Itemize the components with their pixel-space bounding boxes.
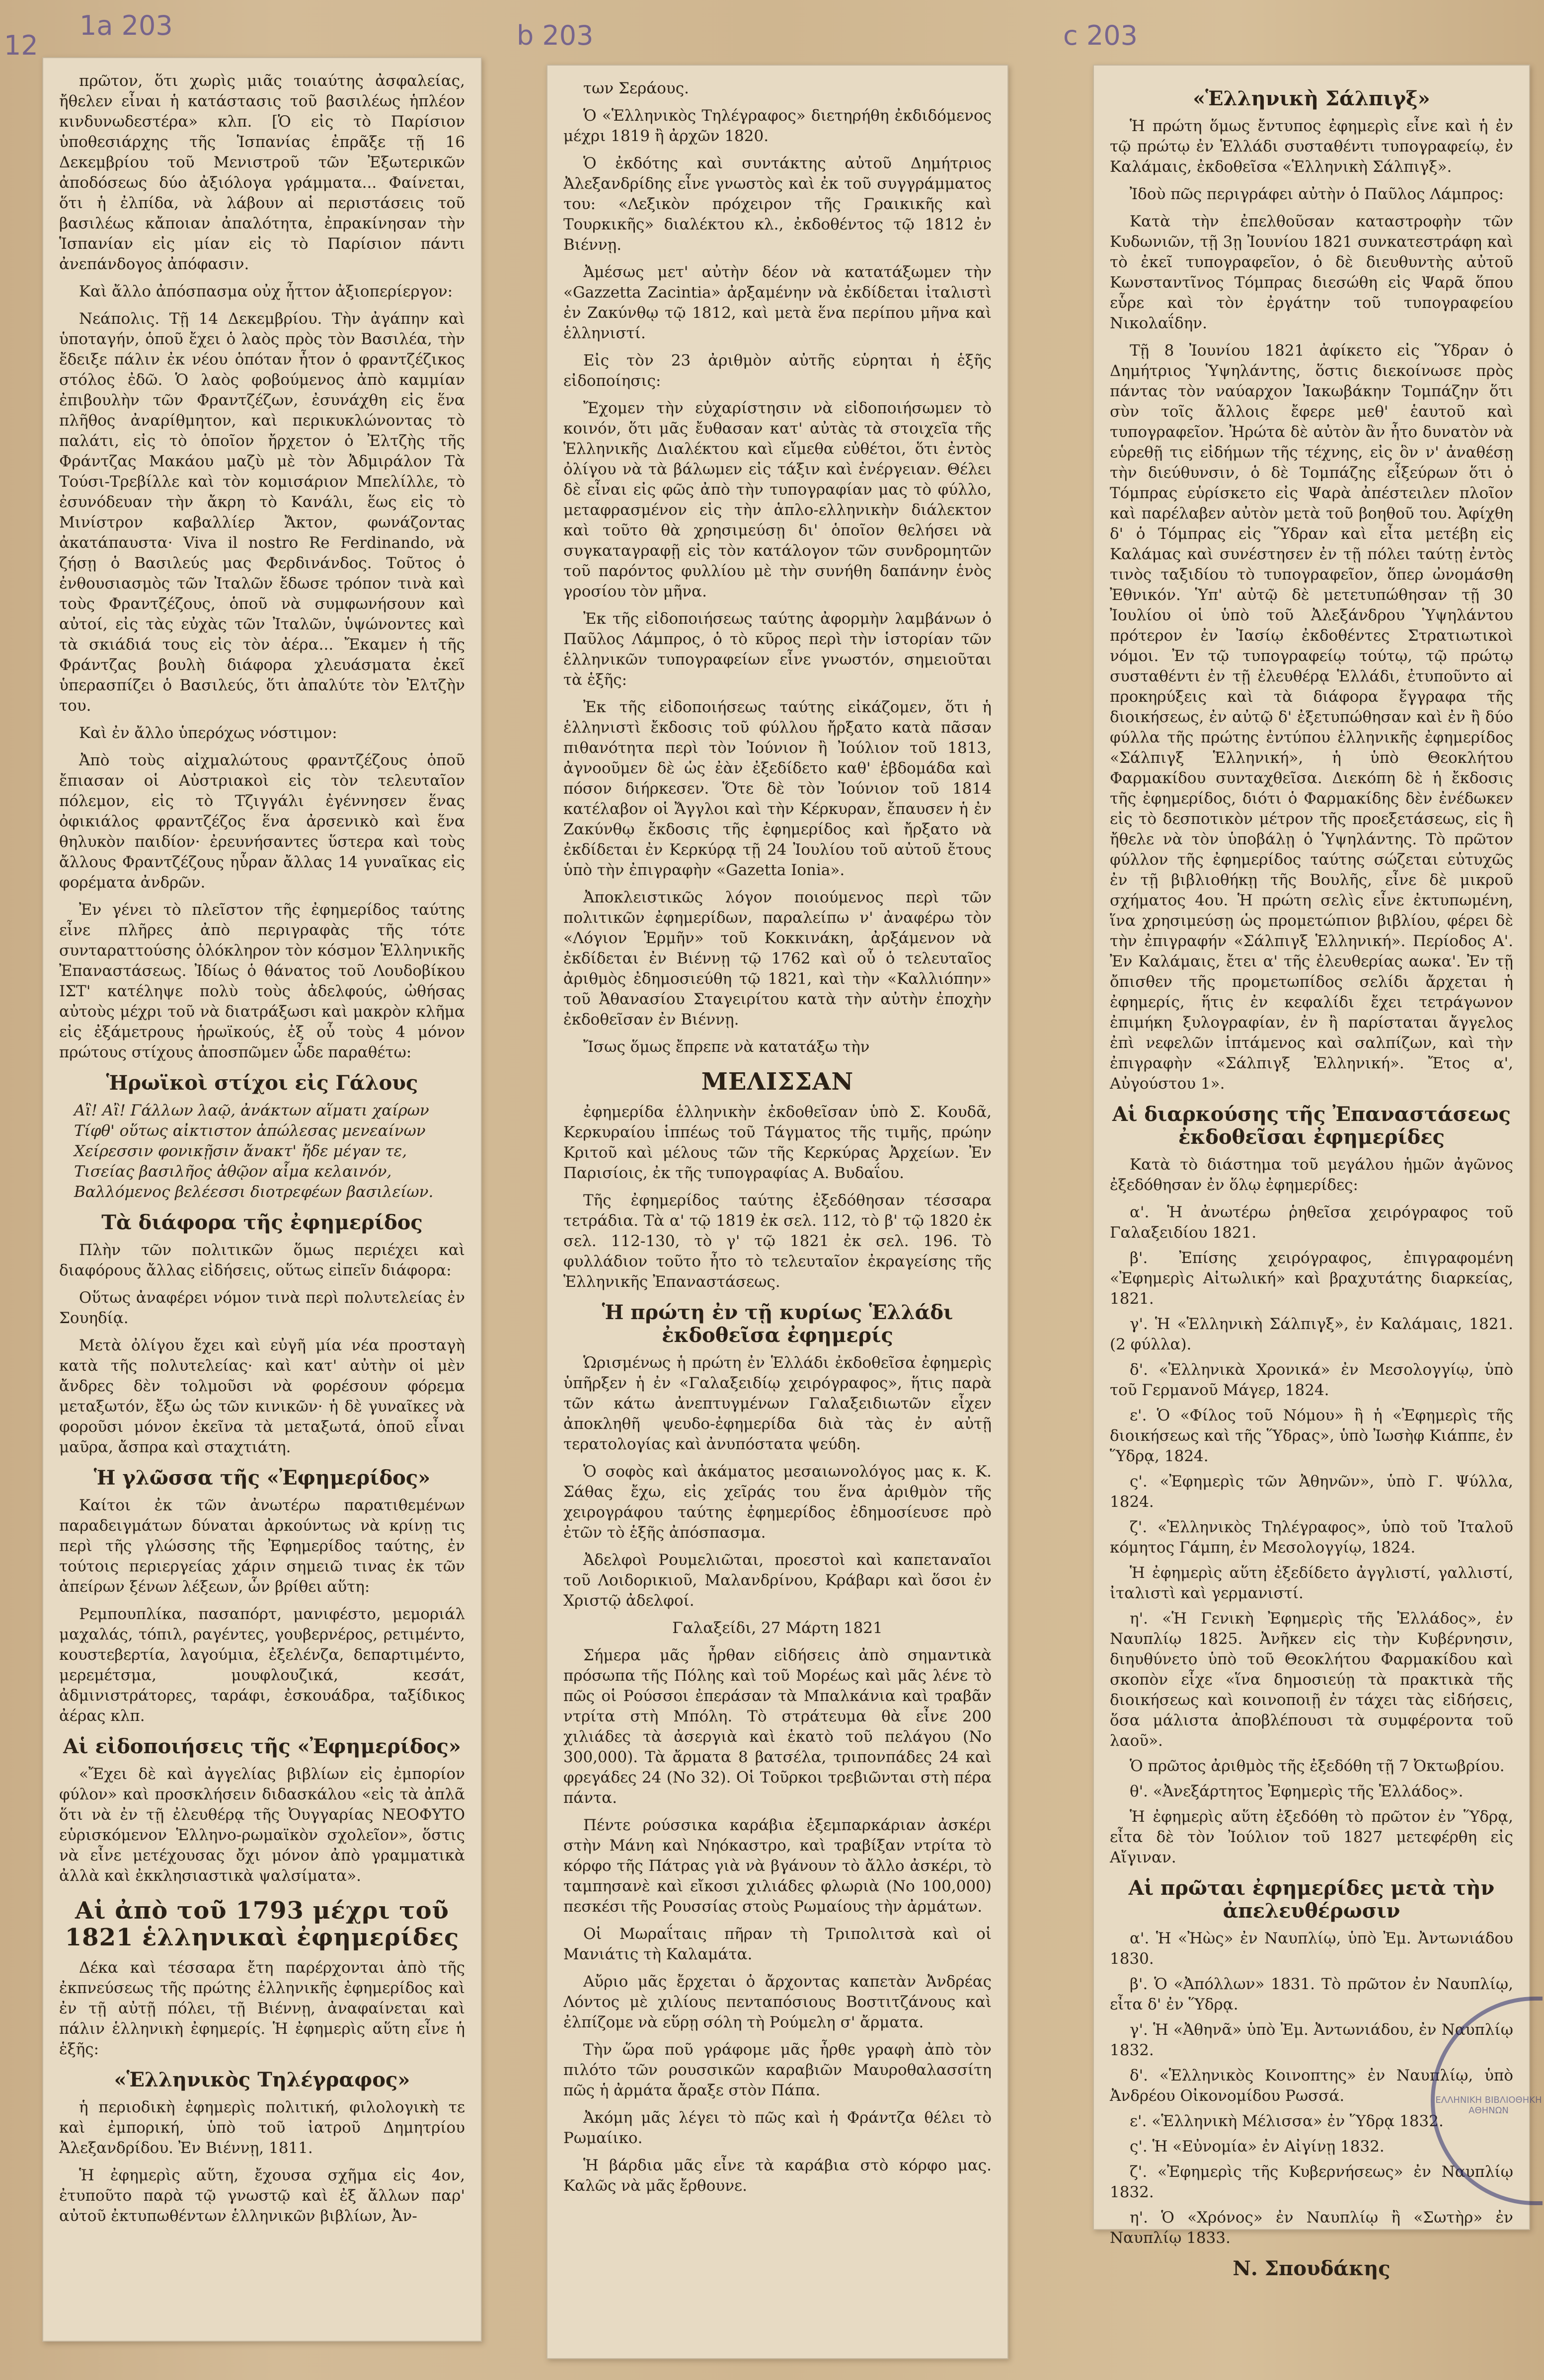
paragraph: Σήμερα μᾶς ἦρθαν εἰδήσεις ἀπὸ σημαντικὰ πρόσωπα τῆς Πόλης καὶ τοῦ Μορέως καὶ μᾶς λένε τὸ πῶς οἱ Ρούσσοι ἐπεράσαν τὰ Μπαλκάνια καὶ τραβᾶν ντρίτα στὴ Μπόλη. Τὸ στράτευμα θὰ εἶνε 200 χιλιάδες τὰ ἀσεργιὰ καὶ ἑκατὸ τοῦ πελάγου (Νο 300,000). Τὰ ἄρματα 8 βατσέλα, τριπονπάδες 24 καὶ φρεγάδες 24 (Νο 32). Οἱ Τοῦρκοι τρεβιῶνται στὴ πέρα πάντα.: [563, 1646, 992, 1807]
paragraph: Κατὰ τὴν ἐπελθοῦσαν καταστροφὴν τῶν Κυδωνιῶν, τῇ 3ῃ Ἰουνίου 1821 συνκατεστράφη καὶ τὸ ἐκεῖ τυπογραφεῖον, ὁ δὲ διευθυντὴς αὐτοῦ Κωνσταντῖνος Τόμπρας διεσώθη εἰς Ψαρᾶ ὅπου εὗρε καὶ τὸν ἐργάτην τοῦ τυπογραφείου Νικολαΐδην.: [1110, 213, 1513, 332]
list-item: β'. Ἐπίσης χειρόγραφος, ἐπιγραφομένη «Ἐφημερὶς Αἰτωλική» καὶ βραχυτάτης διαρκείας, 1821.: [1110, 1249, 1513, 1308]
paragraph: Ἐκ τῆς εἰδοποιήσεως ταύτης ἀφορμὴν λαμβάνων ὁ Παῦλος Λάμπρος, ὁ τὸ κῦρος περὶ τὴν ἱστορίαν τῶν ἑλληνικῶν τυπογραφείων εἶνε γνωστόν, σημειοῦται τὰ ἑξῆς:: [563, 610, 992, 689]
section-heading: «Ἑλληνικὴ Σάλπιγξ»: [1193, 87, 1430, 110]
paragraph: Καὶ ἄλλο ἀπόσπασμα οὐχ ἧττον ἀξιοπερίεργον:: [79, 283, 453, 300]
paragraph: Μετὰ ὀλίγου ἔχει καὶ εὐγῆ μία νέα προσταγὴ κατὰ τῆς πολυτελείας· καὶ κατ' αὐτὴν οἱ μὲν ἄνδρες δὲν τολμοῦσι νὰ φορέσουν φόρεμα μεταξωτόν, ἔξω ὡς τῶν κινικῶν· ἡ δὲ γυναῖκες νὰ φοροῦσι μόνον ἐκεῖνα τὰ μεταξωτά, ὁποῦ εἶναι μαῦρα, ἄσπρα καὶ σταχτιάτη.: [59, 1337, 465, 1456]
margin-note-col2: b 203: [517, 20, 594, 51]
paragraph: ἡ περιοδικὴ ἐφημερὶς πολιτική, φιλολογικὴ τε καὶ ἐμπορική, ὑπὸ τοῦ ἰατροῦ Δημητρίου Ἀλεξανδρίδου. Ἐν Βιέννῃ, 1811.: [59, 2098, 465, 2157]
list-item: ζ'. «Ἑλληνικὸς Τηλέγραφος», ὑπὸ τοῦ Ἰταλοῦ κόμητος Γάμπη, ἐν Μεσολογγίῳ, 1824.: [1110, 1518, 1513, 1557]
section-heading: Αἱ διαρκούσης τῆς Ἐπαναστάσεως ἐκδοθεῖσαι ἐφημερίδες: [1112, 1103, 1511, 1149]
list-item: α'. Ἡ ἀνωτέρω ῥηθεῖσα χειρόγραφος τοῦ Γαλαξειδίου 1821.: [1110, 1203, 1513, 1242]
list-item: η'. «Ἡ Γενικὴ Ἐφημερὶς τῆς Ἑλλάδος», ἐν Ναυπλίῳ 1825. Ἀνῆκεν εἰς τὴν Κυβέρνησιν, διηυθύνετο ὑπὸ τοῦ Θεοκλήτου Φαρμακίδου καὶ σκοπὸν εἶχε «ἵνα δημοσιεύῃ τὰ πρακτικὰ τῆς διοικήσεως καὶ κοινοποιῇ ἐν τάχει τὰς εἰδήσεις, ὅσα μάλιστα ἀποβλέπουσι τὰ συμφέροντα τοῦ λαοῦ».: [1110, 1610, 1513, 1750]
paragraph: Τῇ 8 Ἰουνίου 1821 ἀφίκετο εἰς Ὕδραν ὁ Δημήτριος Ὑψηλάντης, ὅστις διεκοίνωσε πρὸς πάντας τὸν ναύαρχον Ἰακωβάκην Τομπάζην ὅτι σὺν τοῖς ἄλλοις ἔφερε μεθ' ἑαυτοῦ καὶ τυπογραφεῖον. Ἠρώτα δὲ αὐτὸν ἂν ἦτο δυνατὸν νὰ εὑρεθῇ τις εἰδήμων τῆς τέχνης, εἰς ὃν ν' ἀναθέσῃ τὴν διεύθυνσιν, ὁ δὲ Τομπάζης εἶξεύρων ὅτι ὁ Τόμπρας εὑρίσκετο εἰς Ψαρὰ ἀπέστειλεν πλοῖον καὶ παρέλαβεν αὐτὸν μετὰ τοῦ βοηθοῦ του. Ἀφίχθη δ' ὁ Τόμπρας εἰς Ὕδραν καὶ εἶτα μετέβη εἰς Καλάμας καὶ συνέστησεν ἐν τῇ πόλει ταύτῃ ἐντὸς τινὸς ταξιδίου τὸ τυπογραφεῖον, ὅπερ ὠνομάσθη Ἐθνικόν. Ὑπ' αὐτῷ δὲ μετετυπώθησαν τῇ 30 Ἰουλίου οἱ ὑπὸ τοῦ Ἀλεξάνδρου Ὑψηλάντου πρότερον ἐν Ἰασίῳ ἐκδοθέντες Στρατιωτικοὶ νόμοι. Ἐν τῷ τυπογραφείῳ τούτῳ, τῷ πρώτῳ συσταθέντι ἐν τῇ ἐλευθέρᾳ Ἑλλάδι, ἐτυποῦντο αἱ προκηρύξεις καὶ τὰ διάφορα ἔγγραφα τῆς διοικήσεως, ἐν αὐτῷ δ' ἐξετυπώθησαν καὶ ἐν ἢ δύο φύλλα τῆς πρώτης ἐντύπου ἑλληνικῆς ἐφημερίδος «Σάλπιγξ Ἑλληνική», ἡ ὑπὸ Θεοκλήτου Φαρμακίδου συνταχθεῖσα. Διεκόπη δὲ ἡ ἔκδοσις τῆς ἐφημερίδος, διότι ὁ Φαρμακίδης δὲν ἐνέδωκεν εἰς τὸ δεσποτικὸν μέτρον τῆς προεξετάσεως, εἰς ἣ ἤθελε νὰ τὸν ὑποβάλῃ ὁ Ὑψηλάντης. Τὸ πρῶτον φύλλον τῆς ἐφημερίδος ταύτης σώζεται εὐτυχῶς ἐν τῇ βιβλιοθήκῃ τῆς Βουλῆς, εἶνε δὲ μικροῦ σχήματος 4ου. Ἡ πρώτη σελὶς εἶνε ἐκτυπωμένη, ἵνα χρησιμεύσῃ ὡς προμετώπιον βιβλίου, φέρει δὲ τὴν ἐπιγραφήν «Σάλπιγξ Ἑλληνική». Περίοδος Α'. Ἐν Καλάμαις, ἔτει α' τῆς ἐλευθερίας αωκα'. Ἐν τῇ ὄπισθεν τῆς προμετωπίδος σελίδι ἄρχεται ἡ ἐφημερίς, ἥτις ἐν κεφαλίδι ἔχει τετράγωνον ἐπιμήκη ξυλογραφίαν, ἐν ἢ παρίσταται ἄγγελος ἐπὶ νεφελῶν ἱπτάμενος καὶ σαλπίζων, καὶ τὴν ἐπιγραφὴν «Σάλπιγξ Ἑλληνική». Ἔτος α', Αὐγούστου 1».: [1110, 342, 1513, 1093]
paragraph: ἐφημερίδα ἑλληνικὴν ἐκδοθεῖσαν ὑπὸ Σ. Κουδᾶ, Κερκυραίου ἱππέως τοῦ Τάγματος τῆς τιμῆς, πρώην Κριτοῦ καὶ μέλους τῶν τῆς Κερκύρας Ἀρχείων. Ἐν Παρισίοις, ἐκ τῆς τυπογραφίας Α. Βυδαΐου.: [563, 1103, 992, 1182]
paragraph: Ἡ ἐφημερὶς αὕτη, ἔχουσα σχῆμα εἰς 4ον, ἐτυποῦτο παρὰ τῷ γνωστῷ καὶ ἐξ ἄλλων παρ' αὐτοῦ ἐκτυπωθέντων ἑλληνικῶν βιβλίων, Ἀν-: [59, 2166, 465, 2225]
clipping-column-3: [1093, 65, 1530, 2280]
list-item: ε'. Ὁ «Φίλος τοῦ Νόμου» ἢ ἡ «Ἐφημερὶς τῆς διοικήσεως καὶ τῆς Ὕδρας», ὑπὸ Ἰωσὴφ Κιάππε, ἐν Ὕδρᾳ, 1824.: [1110, 1407, 1513, 1465]
poem-line: Τισείας βασιλῆος ἀθῷον αἷμα κελαινόν,: [74, 1163, 392, 1181]
margin-note-col3: c 203: [1063, 20, 1138, 51]
author-signature: Ν. Σπουδάκης: [1233, 2257, 1390, 2280]
margin-note-col1: 1a 203: [79, 10, 173, 41]
paragraph: Ἀκόμη μᾶς λέγει τὸ πῶς καὶ ἡ Φράντζα θέλει τὸ Ρωμαίικο.: [563, 2109, 992, 2147]
paragraph: Καίτοι ἐκ τῶν ἀνωτέρω παρατιθεμένων παραδειγμάτων δύναται ἀρκούντως νὰ κρίνῃ τις περὶ τῆς γλώσσης τῆς Ἐφημερίδος ταύτης, ἐν τούτοις περιεργείας χάριν σημειῶ τινας ἐκ τῶν ἀπείρων ξένων λέξεων, ὧν βρίθει αὕτη:: [59, 1496, 465, 1596]
paragraph: Ὁ ἐκδότης καὶ συντάκτης αὐτοῦ Δημήτριος Ἀλεξανδρίδης εἶνε γνωστὸς καὶ ἐκ τοῦ συγγράμματος του: «Λεξικὸν πρόχειρον τῆς Γραικικῆς καὶ Τουρκικῆς» διαλέκτου κλ., ἐκδοθέντος τῷ 1812 ἐν Βιέννῃ.: [563, 154, 992, 254]
paragraph: Ὡρισμένως ἡ πρώτη ἐν Ἑλλάδι ἐκδοθεῖσα ἐφημερὶς ὑπῆρξεν ἡ ἐν «Γαλαξειδίῳ χειρόγραφος», ἥτις παρὰ τῶν κάτω ἀνεπτυγμένων Γαλαξειδιωτῶν εἶχεν ἀποκληθῆ ψευδο-ἐφημερίδα διὰ τὰς ἐν αὐτῇ τερατολογίας καὶ ἀνυπόστατα ψεύδη.: [563, 1354, 992, 1453]
paragraph: Ὁ «Ἑλληνικὸς Τηλέγραφος» διετηρήθη ἐκδιδόμενος μέχρι 1819 ἢ ἀρχῶν 1820.: [563, 107, 992, 145]
paragraph: Οὕτως ἀναφέρει νόμον τινὰ περὶ πολυτελείας ἐν Σουηδίᾳ.: [59, 1289, 465, 1327]
paragraph: Οἱ Μωραΐταις πῆραν τὴ Τριπολιτσὰ καὶ οἱ Μανιάτις τὴ Καλαμάτα.: [563, 1925, 992, 1963]
section-heading: Αἱ εἰδοποιήσεις τῆς «Ἐφημερίδος»: [63, 1735, 461, 1758]
stamp-text: ΕΛΛΗΝΙΚΗ ΒΙΒΛΙΟΘΗΚΗ ΑΘΗΝΩΝ: [1435, 2095, 1542, 2116]
paragraph: Δέκα καὶ τέσσαρα ἔτη παρέρχονται ἀπὸ τῆς ἐκπνεύσεως τῆς πρώτης ἑλληνικῆς ἐφημερίδος καὶ ἐν τῇ αὐτῇ πόλει, τῇ Βιέννῃ, ἀναφαίνεται καὶ πάλιν ἑλληνικὴ ἐφημερίς. Ἡ ἐφημερὶς αὕτη εἶνε ἡ ἑξῆς:: [59, 1959, 465, 2058]
list-item: α'. Ἡ «Ἠὼς» ἐν Ναυπλίῳ, ὑπὸ Ἐμ. Ἀντωνιάδου 1830.: [1110, 1930, 1513, 1968]
list-item: θ'. «Ἀνεξάρτητος Ἐφημερὶς τῆς Ἑλλάδος».: [1130, 1783, 1464, 1800]
section-heading: Ἡ γλῶσσα τῆς «Ἐφημερίδος»: [93, 1466, 431, 1489]
major-heading: Αἱ ἀπὸ τοῦ 1793 μέχρι τοῦ 1821 ἑλληνικαὶ ἐφημερίδες: [65, 1897, 460, 1951]
paragraph: Πέντε ρούσσικα καράβια ἐξεμπαρκάριαν ἀσκέρι στὴν Μάνη καὶ Νηόκαστρο, καὶ τραβίξαν ντρίτα τὸ κόρφο τῆς Πάτρας γιὰ νὰ βγάνουν τὸ ἄλλο ἀσκέρι, τὸ ταμπησανὲ καὶ εἴκοσι χιλιάδες φλωριὰ (Νο 100,000) πεσκέσι τῆς Ρουσσίας στοὺς Ρωμαίους τὴν ἀρμάτων.: [563, 1816, 992, 1916]
poem-line: Χείρεσσιν φονικῇσιν ἄνακτ' ἤδε μέγαν τε,: [74, 1142, 407, 1160]
list-item: Ἡ ἐφημερὶς αὕτη ἐξεδίδετο ἀγγλιστί, γαλλιστί, ἰταλιστὶ καὶ γερμανιστί.: [1110, 1564, 1513, 1602]
paragraph: Τῆς ἐφημερίδος ταύτης ἐξεδόθησαν τέσσαρα τετράδια. Τὰ α' τῷ 1819 ἐκ σελ. 112, τὸ β' τῷ 1820 ἐκ σελ. 112-130, τὸ γ' τῷ 1821 ἐκ σελ. 196. Τὸ φυλλάδιον τοῦτο ἦτο τὸ τελευταῖον ἐκραγείσης τῆς Ἑλληνικῆς Ἐπαναστάσεως.: [563, 1191, 992, 1291]
paragraph: Ἴσως ὅμως ἔπρεπε νὰ κατατάξω τὴν: [583, 1038, 870, 1056]
paragraph: Ἀπὸ τοὺς αἰχμαλώτους φραντζέζους ὁποῦ ἔπιασαν οἱ Αὐστριακοὶ εἰς τὸν τελευταῖον πόλεμον, εἰς τὸ Τζιγγάλι ἐγέννησεν ἕνας ὀφικιάλος φραντζέζος ἕνα ἀρσενικὸ καὶ ἕνα θηλυκὸν παιδίον· ἐρευνήσαντες ὕστερα καὶ τοὺς ἄλλους Φραντζέζους ηὗραν ἄλλας 14 γυναῖκας εἰς φορέματα ἀνδρῶν.: [59, 751, 465, 892]
poem: [59, 1101, 465, 1202]
major-heading: ΜΕΛΙΣΣΑΝ: [701, 1068, 854, 1096]
newspaper-list: [1110, 1202, 1513, 1868]
paragraph: Εἰς τὸν 23 ἀριθμὸν αὐτῆς εὑρηται ἡ ἑξῆς εἰδοποίησις:: [563, 352, 992, 390]
paragraph: Ἀμέσως μετ' αὐτὴν δέον νὰ κατατάξωμεν τὴν «Gazzetta Zacintia» ἀρξαμένην νὰ ἐκδίδεται ἰταλιστὶ ἐν Ζακύνθῳ τῷ 1812, καὶ μετὰ ἕνα περίπου μῆνα καὶ ἑλληνιστί.: [563, 263, 992, 342]
paragraph: Ἀποκλειστικῶς λόγον ποιούμενος περὶ τῶν πολιτικῶν ἐφημερίδων, παραλείπω ν' ἀναφέρω τὸν «Λόγιον Ἑρμῆν» τοῦ Κοκκινάκη, ἀρξάμενον νὰ ἐκδίδεται ἐν Βιέννῃ τῷ 1762 καὶ οὗ ὁ τελευταῖος ἀριθμὸς ἐδημοσιεύθη τῷ 1821, καὶ τὴν «Καλλιόπην» τοῦ Ἀθανασίου Σταγειρίτου κατὰ τὴν αὐτὴν ἐποχὴν ἐκδοθεῖσαν ἐν Βιέννῃ.: [563, 889, 992, 1029]
paragraph: Ἀδελφοὶ Ρουμελιῶται, προεστοὶ καὶ καπεταναῖοι τοῦ Λοιδορικιοῦ, Μαλανδρίνου, Κράβαρι καὶ ὅσοι ἐν Χριστῷ ἀδελφοί.: [563, 1551, 992, 1610]
paragraph: Νεάπολις. Τῇ 14 Δεκεμβρίου. Τὴν ἀγάπην καὶ ὑποταγήν, ὁποῦ ἔχει ὁ λαὸς πρὸς τὸν Βασιλέα, τὴν ἔδειξε πάλιν ἐκ νέου ὁπόταν ἦτον ὁ φραντζέζικος στόλος ἐδῶ. Ὁ λαὸς φοβούμενος ἀπὸ καμμίαν ἐπιβουλὴν τῶν Φραντζέζων, ἐσυνάχθη εἰς ἕνα πλῆθος ἀναρίθμητον, καὶ περικυκλώνοντας τὸ παλάτι, εἰς τὸ ὁποῖον ἤρχετον ὁ Ἐλτζὴς τῆς Φράντζας Μακάου μαζὺ μὲ τὸν Ἀδμιράλον Τὰ Τούσι-Τρεβίλλε καὶ τὸν κομισάριον Μπελίλλε, τὸ ἐσυνόδευαν τὴν ἄκρη τὸ Κανάλι, ἕως εἰς τὸ Μινίστρον καβαλλίερ Ἄκτον, φωνάζοντας ἀκατάπαυστα· Viva il nostro Re Ferdinando, νὰ ζήσῃ ὁ Βασιλεύς μας Φερδινάνδος. Τοῦτος ὁ ἐνθουσιασμὸς τῶν Ἰταλῶν ἔδωσε τρόπον τινὰ καὶ τοὺς Φραντζέζους, ὁποῦ νὰ συμφωνήσουν καὶ αὐτοί, εἰς τὰς εὐχὰς τῶν Ἰταλῶν, ὑψώνοντες καὶ τὰ σκιάδιά τους εἰς τὸν ἀέρα... Ἔκαμεν ἡ τῆς Φράντζας βουλὴ διάφορα χλευάσματα ἐκεῖ ὑπερασπίζει ὁ Βασιλεύς, ὅτι ἀπαλύτε τὸν Ἐλτζὴν του.: [59, 310, 465, 715]
paragraph: Πλὴν τῶν πολιτικῶν ὅμως περιέχει καὶ διαφόρους ἄλλας εἰδήσεις, οὕτως εἰπεῖν διάφορα:: [59, 1241, 465, 1279]
clipping-column-1: [42, 57, 482, 2342]
list-item: η'. Ὁ «Χρόνος» ἐν Ναυπλίῳ ἢ «Σωτὴρ» ἐν Ναυπλίῳ 1833.: [1110, 2209, 1513, 2247]
list-item: ς'. «Ἐφημερὶς τῶν Ἀθηνῶν», ὑπὸ Γ. Ψύλλα, 1824.: [1110, 1473, 1513, 1511]
list-item: Ὁ πρῶτος ἀριθμὸς τῆς ἐξεδόθη τῇ 7 Ὀκτωβρίου.: [1130, 1757, 1505, 1775]
paragraph: Καὶ ἐν ἄλλο ὑπερόχως νόστιμον:: [79, 724, 337, 742]
paragraph: Ἐκ τῆς εἰδοποιήσεως ταύτης εἰκάζομεν, ὅτι ἡ ἑλληνιστὶ ἔκδοσις τοῦ φύλλου ἤρξατο κατὰ πᾶσαν πιθανότητα περὶ τὸν Ἰούνιον ἢ Ἰούλιον τοῦ 1813, ἀγνοοῦμεν δὲ ὡς ἐὰν ἐξεδίδετο καθ' ἑβδομάδα καὶ πόσον διήρκεσεν. Ὅτε δὲ τὸν Ἰούνιον τοῦ 1814 κατέλαβον οἱ Ἄγγλοι καὶ τὴν Κέρκυραν, ἔπαυσεν ἡ ἐν Ζακύνθῳ ἔκδοσις τῆς ἐφημερίδος καὶ ἤρξατο νὰ ἐκδίδεται ἐν Κερκύρᾳ τῇ 24 Ἰουλίου τοῦ αὐτοῦ ἔτους ὑπὸ τὴν ἐπιγραφὴν «Gazetta Ionia».: [563, 698, 992, 879]
list-item: ς'. Ἡ «Εὐνομία» ἐν Αἰγίνῃ 1832.: [1130, 2138, 1385, 2156]
paragraph: «Ἔχει δὲ καὶ ἀγγελίας βιβλίων εἰς ἐμπορίον φύλον» καὶ προσκλήσειν διδασκάλου «εἰς τὰ ἀπλᾶ ὅτι νὰ ἐν τῇ ἐλευθέρᾳ τῆς Ὀυγγαρίας ΝΕΟΦΥΤΟ εὑρισκόμενον Ἑλληνο-ρωμαϊκὸν σχολεῖον», ὅστις νὰ εἶνε μετέχουσας ὄχι μόνον ἀπὸ γραμματικὰ ἀλλὰ καὶ ἐκκλησιαστικὰ ψαλσίματα».: [59, 1765, 465, 1885]
list-item: ζ'. «Ἐφημερὶς τῆς Κυβερνήσεως» ἐν Ναυπλίῳ 1832.: [1110, 2163, 1513, 2201]
list-item: δ'. «Ἑλληνικὰ Χρονικά» ἐν Μεσολογγίῳ, ὑπὸ τοῦ Γερμανοῦ Μάγερ, 1824.: [1110, 1361, 1513, 1399]
paragraph: Ρεμπουπλίκα, πασαπόρτ, μανιφέστο, μεμοριάλ μαχαλάς, τόπιλ, ραγέντες, γουβερνέρος, ρετιμέντο, κουστεβερτία, λαγούμια, ἐξελένζα, δεπαρτιμέντο, μερεμέτσμα, μουφλουζικά, κεσάτ, ἀδμινιστράτορες, ταράφι, ἐσκουάδρα, ταξίδικος ἀέρας κλπ.: [59, 1605, 465, 1725]
poem-line: Αἲ! Αἲ! Γάλλων λαῷ, ἀνάκτων αἵματι χαίρων: [74, 1102, 429, 1119]
poem-line: Βαλλόμενος βελέεσσι διοτρεφέων βασιλείων.: [74, 1183, 434, 1201]
clipping-column-2: [546, 65, 1008, 2359]
paragraph: Ἔχομεν τὴν εὐχαρίστησιν νὰ εἰδοποιήσωμεν τὸ κοινόν, ὅτι μᾶς ἔυθασαν κατ' αὐτὰς τὰ στοιχεῖα τῆς Ἑλληνικῆς Διαλέκτου καὶ εἴμεθα εὐθέτοι, ὅτι ἐντὸς ὀλίγου νὰ τὰ βάλωμεν εἰς τάξιν καὶ ἐνέργειαν. Θέλει δὲ εἶναι εἰς φῶς ἀπὸ τὴν τυπογραφίαν μας τὸ φύλλο, μεταφρασμένον εἰς τὴν ἁπλο-ελληνικὴν διάλεκτον καὶ τοῦτο θὰ χρησιμεύσῃ δι' ὁποῖον θελήσει νὰ συγκαταγραφῇ εἰς τὸν κατάλογον τῶν συνδρομητῶν τοῦ παρόντος φυλλίου μὲ τὴν συνήθη δαπάνην ἑνὸς γροσίου τὸν μῆνα.: [563, 399, 992, 600]
list-item: γ'. Ἡ «Ἑλληνικὴ Σάλπιγξ», ἐν Καλάμαις, 1821. (2 φύλλα).: [1110, 1315, 1513, 1353]
paragraph: Κατὰ τὸ διάστημα τοῦ μεγάλου ἡμῶν ἀγῶνος ἐξεδόθησαν ἐν ὅλῳ ἐφημερίδες:: [1110, 1156, 1513, 1194]
paragraph: Ἡ βάρδια μᾶς εἶνε τὰ καράβια στὸ κόρφο μας. Καλῶς νὰ μᾶς ἔρθουνε.: [563, 2157, 992, 2195]
paragraph: πρῶτον, ὅτι χωρὶς μιᾶς τοιαύτης ἀσφαλείας, ἤθελεν εἶναι ἡ κατάστασις τοῦ βασιλέως ἡπλέον κινδυνωδεστέρα» κλπ. [Ὁ εἰς τὸ Παρίσιον ὑποθεσιάρχης τῆς Ἱσπανίας ἐπρᾶξε τῇ 16 Δεκεμβρίου τοῦ Μενιστροῦ τῶν Ἐξωτερικῶν ἀποδόσεως δύο ἀξιόλογα γράμματα... Φαίνεται, ὅτι ἡ ἐλπίδα, νὰ λάβουν αἱ περιστάσεις τοῦ βασιλέως κἄποιαν ἀπαλότητα, ἐπρακίνησαν τὴν Ἱσπανίαν εἰς μίαν εἰς τὸ Παρίσιον πάντι ἀνεπάνδογος ἀπόφασιν.: [59, 72, 465, 273]
list-item: Ἡ ἐφημερὶς αὕτη ἐξεδόθη τὸ πρῶτον ἐν Ὕδρᾳ, εἶτα δὲ τὸν Ἰούλιον τοῦ 1827 μετεφέρθη εἰς Αἴγιναν.: [1110, 1808, 1513, 1866]
poem-line: Τίφθ' οὕτως αἰκτιστον ἀπώλεσας μενεαίνων: [74, 1122, 426, 1140]
list-item: γ'. Ἡ «Ἀθηνᾶ» ὑπὸ Ἐμ. Ἀντωνιάδου, ἐν Ναυπλίῳ 1832.: [1110, 2021, 1513, 2059]
paragraph: Ἰδοὺ πῶς περιγράφει αὐτὴν ὁ Παῦλος Λάμπρος:: [1130, 185, 1504, 203]
list-item: δ'. «Ἑλληνικὸς Κοινοπτης» ἐν Ναυπλίῳ, ὑπὸ Ἀνδρέου Οἰκονομίδου Ρωσσά.: [1110, 2067, 1513, 2105]
paragraph: Αὔριο μᾶς ἔρχεται ὁ ἄρχοντας καπετὰν Ἀνδρέας Λόντος μὲ χιλίους πενταπόσιους Βοστιτζάνους καὶ ἐλπίζομε νὰ εὕρῃ σόλη τὴ Ρούμελη σ' ἄρματα.: [563, 1973, 992, 2031]
dateline: Γαλαξείδι, 27 Μάρτη 1821: [672, 1619, 883, 1637]
section-heading: Αἱ πρῶται ἐφημερίδες μετὰ τὴν ἀπελευθέρωσιν: [1128, 1876, 1495, 1923]
paragraph: Ὁ σοφὸς καὶ ἀκάματος μεσαιωνολόγος μας κ. Κ. Σάθας ἔχω, εἰς χεῖράς του ἕνα ἀριθμὸν τῆς χειρογράφου ταύτης ἐφημερίδος ἐδημοσίευσε πρὸ ἐτῶν τὸ ἑξῆς ἀπόσπασμα.: [563, 1463, 992, 1542]
paragraph: Ἡ πρώτη ὅμως ἔντυπος ἐφημερὶς εἶνε καὶ ἡ ἐν τῷ πρώτῳ ἐν Ἑλλάδι συσταθέντι τυπογραφείῳ, ἐν Καλάμαις, ἐκδοθεῖσα «Ἑλληνικὴ Σάλπιγξ».: [1110, 117, 1513, 176]
section-heading: «Ἑλληνικὸς Τηλέγραφος»: [114, 2068, 410, 2091]
list-item: β'. Ὁ «Ἀπόλλων» 1831. Τὸ πρῶτον ἐν Ναυπλίῳ, εἶτα δ' ἐν Ὕδρᾳ.: [1110, 1975, 1513, 2013]
paragraph: Τὴν ὥρα ποῦ γράφομε μᾶς ἦρθε γραφὴ ἀπὸ τὸν πιλότο τῶν ρουσσικῶν καραβιῶν Μαυροθαλασσίτη πῶς ἡ ἀρμάτα ἄραξε στὸν Πάπα.: [563, 2041, 992, 2099]
paragraph: Ἐν γένει τὸ πλεῖστον τῆς ἐφημερίδος ταύτης εἶνε πλῆρες ἀπὸ περιγραφὰς τῆς τότε συνταραττούσης ὁλόκληρον τὸν κόσμον Ἑλληνικῆς Ἐπαναστάσεως. Ἰδίως ὁ θάνατος τοῦ Λουδοβίκου ΙΣΤ' κατέληψε πολὺ τοὺς ἀδελφούς, ὠθήσας αὐτοὺς μέχρι τοῦ νὰ διατράξωσι καὶ μακρὸν κλῆμα εἰς ἐξάμετρους ἡρωϊκούς, ἐξ οὗ τοὺς 4 μόνον πρώτους στίχους ἀποσπῶμεν ὧδε παραθέτω:: [59, 901, 465, 1061]
margin-note-left: 12: [4, 30, 38, 61]
section-heading: Τὰ διάφορα τῆς ἐφημερίδος: [101, 1211, 423, 1234]
section-heading: Ἡ πρώτη ἐν τῇ κυρίως Ἑλλάδι ἐκδοθεῖσα ἐφημερίς: [602, 1301, 953, 1347]
section-heading: Ἡρωϊκοὶ στίχοι εἰς Γάλους: [106, 1071, 418, 1095]
list-item: ε'. «Ἑλληνικὴ Μέλισσα» ἐν Ὕδρᾳ 1832.: [1130, 2112, 1444, 2130]
paragraph: των Σεράους.: [583, 79, 689, 97]
